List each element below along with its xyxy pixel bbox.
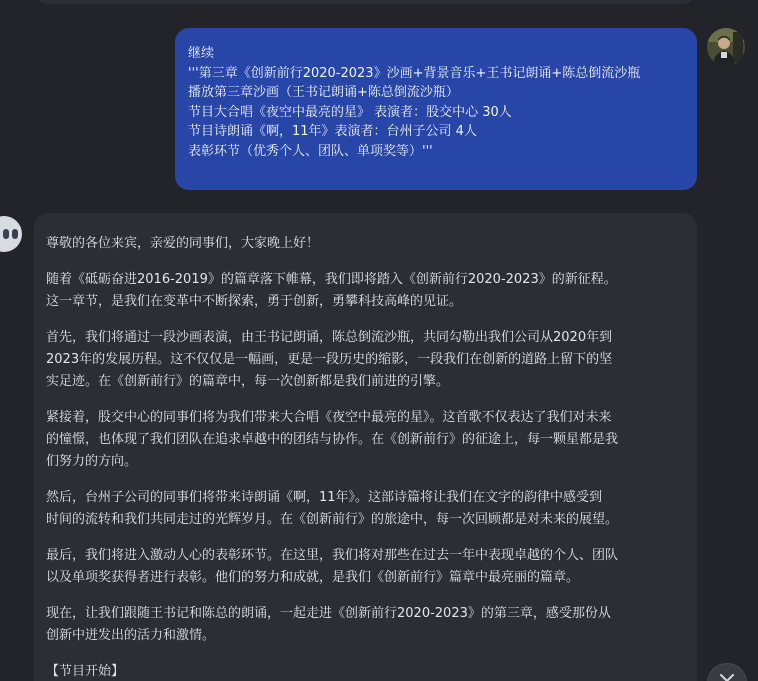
assistant-text-line: 时间的流转和我们共同走过的光辉岁月。在《创新前行》的旅途中，每一次回顾都是对未来的展望。 — [46, 512, 619, 527]
assistant-paragraph — [46, 603, 685, 647]
user-message-line: '''第三章《创新前行2020-2023》沙画+背景音乐+王书记朗诵+陈总倒流沙瓶 — [188, 65, 641, 81]
assistant-paragraph — [46, 487, 685, 531]
user-message-line: 节目大合唱《夜空中最亮的星》 表演者：股交中心 30人 — [188, 104, 512, 120]
chevron-down-icon — [719, 672, 735, 681]
assistant-text-line: 尊敬的各位来宾，亲爱的同事们，大家晚上好！ — [46, 236, 320, 251]
assistant-text-line: 实足迹。在《创新前行》的篇章中，每一次创新都是我们前进的引擎。 — [46, 374, 450, 389]
user-message-line: 播放第三章沙画（王书记朗诵+陈总倒流沙瓶） — [188, 85, 459, 100]
assistant-avatar — [0, 216, 22, 252]
user-message-line: 继续 — [188, 46, 215, 61]
assistant-paragraph — [46, 327, 685, 393]
assistant-text-line: 最后，我们将进入激动人心的表彰环节。在这里，我们将对那些在过去一年中表现卓越的个人、团队 — [46, 548, 619, 563]
assistant-paragraph — [46, 661, 685, 681]
assistant-text-line: 紧接着，股交中心的同事们将为我们带来大合唱《夜空中最亮的星》。这首歌不仅表达了我们对未来 — [46, 410, 612, 425]
assistant-paragraph — [46, 545, 685, 589]
assistant-text-line: 的憧憬，也体现了我们团队在追求卓越中的团结与协作。在《创新前行》的征途上，每一颗星都是我 — [46, 432, 619, 447]
assistant-text-line: 现在，让我们跟随王书记和陈总的朗诵，一起走进《创新前行2020-2023》的第三章，感受那份从 — [46, 606, 611, 621]
user-message-bubble — [175, 28, 697, 190]
assistant-text-line: 创新中迸发出的活力和激情。 — [46, 628, 216, 643]
assistant-text-line: 【节目开始】 — [46, 664, 125, 679]
scroll-to-bottom-button[interactable] — [707, 663, 747, 681]
assistant-text-line: 随着《砥砺奋进2016-2019》的篇章落下帷幕，我们即将踏入《创新前行2020-2023》的新征程。 — [46, 272, 617, 287]
user-avatar-photo-icon — [707, 28, 745, 66]
assistant-paragraph — [46, 269, 685, 313]
assistant-text-line: 这一章节，是我们在变革中不断探索，勇于创新，勇攀科技高峰的见证。 — [46, 294, 463, 309]
assistant-text-line: 以及单项奖获得者进行表彰。他们的努力和成就，是我们《创新前行》篇章中最亮丽的篇章。 — [46, 570, 580, 585]
user-avatar[interactable] — [707, 28, 745, 66]
assistant-bot-avatar-icon — [3, 229, 9, 239]
assistant-message-bubble — [34, 213, 697, 681]
assistant-text-line: 首先，我们将通过一段沙画表演，由王书记朗诵，陈总倒流沙瓶，共同勾勒出我们公司从2020年到 — [46, 330, 613, 345]
assistant-text-line: 2023年的发展历程。这不仅仅是一幅画，更是一段历史的缩影，一段我们在创新的道路上留下的坚 — [46, 352, 613, 367]
assistant-paragraph — [46, 407, 685, 473]
user-message-line: 表彰环节（优秀个人、团队、单项奖等）''' — [188, 143, 433, 159]
previous-message-bubble — [34, 0, 696, 4]
user-message-line: 节目诗朗诵《啊，11年》表演者：台州子公司 4人 — [188, 124, 477, 139]
assistant-text-line: 然后，台州子公司的同事们将带来诗朗诵《啊，11年》。这部诗篇将让我们在文字的韵律中感受到 — [46, 490, 603, 505]
assistant-text-line: 们努力的方向。 — [46, 454, 138, 469]
assistant-paragraph — [46, 233, 685, 255]
assistant-bot-avatar-icon — [12, 229, 18, 239]
